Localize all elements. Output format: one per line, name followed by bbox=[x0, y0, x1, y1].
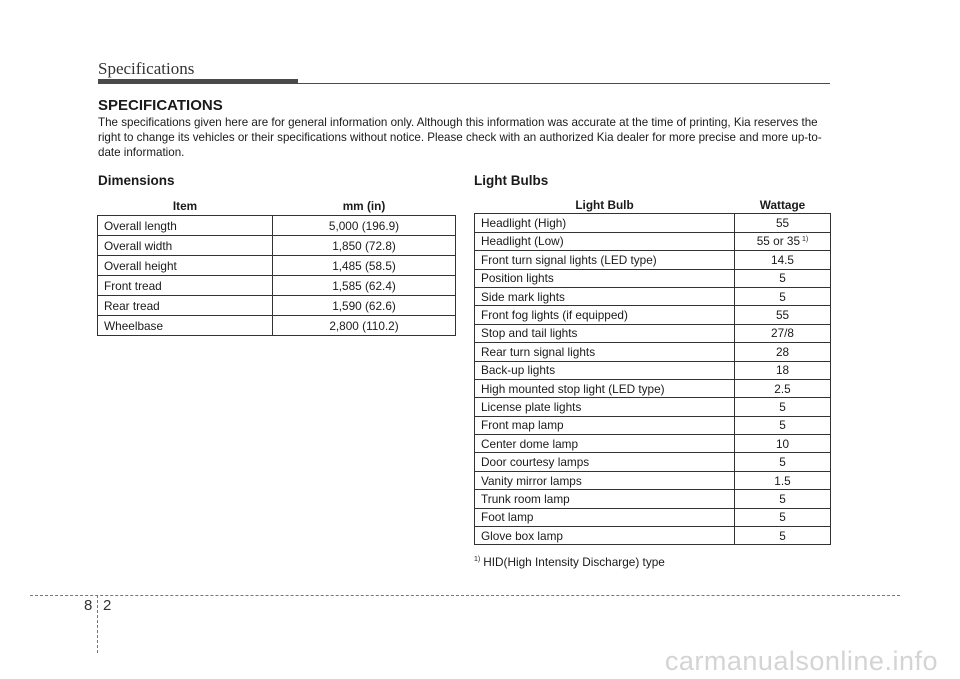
cell-value bbox=[735, 269, 831, 287]
cell-value-text: 5 bbox=[779, 418, 786, 433]
cell-value bbox=[735, 379, 831, 397]
cell-name: Headlight (Low) bbox=[475, 232, 735, 250]
cell-value-text: 1.5 bbox=[774, 473, 791, 488]
table-row bbox=[475, 287, 831, 305]
cell-value bbox=[735, 287, 831, 305]
cell-value-text: 28 bbox=[775, 344, 790, 359]
cell-value-text: 1,485 (58.5) bbox=[332, 258, 396, 273]
cell-name: Foot lamp bbox=[475, 508, 735, 526]
cell-value bbox=[273, 296, 456, 316]
header-rule bbox=[298, 83, 830, 84]
cell-value-text: 55 or 35 bbox=[756, 234, 801, 249]
cell-value-text: 5 bbox=[779, 289, 786, 304]
cell-name: Vanity mirror lamps bbox=[475, 471, 735, 489]
light-bulbs-header-row bbox=[475, 196, 831, 214]
cell-value-text: 27/8 bbox=[771, 326, 794, 341]
cell-name: Glove box lamp bbox=[475, 527, 735, 545]
cell-value-text: 55 bbox=[775, 308, 790, 323]
cell-value bbox=[273, 216, 456, 236]
cell-name: Overall width bbox=[98, 236, 273, 256]
column-header-wattage: Wattage bbox=[735, 196, 831, 214]
intro-paragraph: The specifications given here are for general information only. Although this information was accurate at the time of printing, Kia reserves the right to change its vehicles or their specifications without notice. Please check with an authorized Kia dealer for more precise and more up-to-date information. bbox=[98, 116, 822, 159]
cell-value bbox=[735, 398, 831, 416]
cell-value-text: 18 bbox=[775, 363, 790, 378]
cell-value-text: 5,000 (196.9) bbox=[328, 218, 400, 233]
table-row bbox=[475, 214, 831, 232]
table-row bbox=[475, 379, 831, 397]
table-row bbox=[475, 527, 831, 545]
cell-value-text: 1,585 (62.4) bbox=[332, 278, 396, 293]
table-row bbox=[475, 508, 831, 526]
cell-value-text: 5 bbox=[779, 510, 786, 525]
cell-value bbox=[273, 236, 456, 256]
cell-name: Trunk room lamp bbox=[475, 490, 735, 508]
cell-value bbox=[735, 435, 831, 453]
cell-name: Front tread bbox=[98, 276, 273, 296]
cell-name: Front map lamp bbox=[475, 416, 735, 434]
watermark: carmanualsonline.info bbox=[664, 646, 938, 676]
cell-name: Door courtesy lamps bbox=[475, 453, 735, 471]
footer-rule bbox=[30, 595, 900, 596]
cell-value-text: 5 bbox=[779, 491, 786, 506]
cell-name: Side mark lights bbox=[475, 287, 735, 305]
cell-name: Center dome lamp bbox=[475, 435, 735, 453]
cell-value-text: 5 bbox=[779, 271, 786, 286]
cell-name: License plate lights bbox=[475, 398, 735, 416]
cell-value bbox=[735, 214, 831, 232]
table-row bbox=[98, 296, 456, 316]
cell-value bbox=[735, 361, 831, 379]
table-row bbox=[475, 361, 831, 379]
cell-value bbox=[735, 232, 831, 250]
cell-name: Rear tread bbox=[98, 296, 273, 316]
cell-value-text: 14.5 bbox=[771, 252, 794, 267]
column-header-item: Item bbox=[98, 196, 273, 216]
table-row bbox=[475, 435, 831, 453]
cell-value bbox=[735, 306, 831, 324]
section-title: SPECIFICATIONS bbox=[98, 97, 223, 114]
table-row bbox=[475, 398, 831, 416]
light-bulbs-table bbox=[474, 196, 831, 545]
table-row bbox=[98, 316, 456, 336]
cell-value bbox=[735, 490, 831, 508]
cell-name: Position lights bbox=[475, 269, 735, 287]
table-row bbox=[475, 306, 831, 324]
cell-name: Front fog lights (if equipped) bbox=[475, 306, 735, 324]
cell-value-text: 2,800 (110.2) bbox=[329, 318, 399, 333]
table-row bbox=[98, 216, 456, 236]
cell-value bbox=[735, 416, 831, 434]
footnote-mark: 1) bbox=[474, 556, 481, 564]
cell-name: High mounted stop light (LED type) bbox=[475, 379, 735, 397]
table-row bbox=[475, 324, 831, 342]
cell-value bbox=[273, 256, 456, 276]
table-row bbox=[98, 236, 456, 256]
cell-value-text: 5 bbox=[779, 528, 786, 543]
light-bulbs-heading: Light Bulbs bbox=[474, 173, 549, 188]
table-row bbox=[98, 256, 456, 276]
cell-value bbox=[735, 471, 831, 489]
dimensions-header-row bbox=[98, 196, 456, 216]
cell-name: Overall length bbox=[98, 216, 273, 236]
table-row bbox=[475, 416, 831, 434]
cell-name: Overall height bbox=[98, 256, 273, 276]
column-header-light-bulb: Light Bulb bbox=[475, 196, 735, 214]
cell-value-text: 5 bbox=[779, 399, 786, 414]
table-row bbox=[475, 471, 831, 489]
footnote bbox=[474, 555, 665, 569]
column-header-mm: mm (in) bbox=[273, 196, 456, 216]
cell-value bbox=[735, 453, 831, 471]
cell-value-text: 10 bbox=[775, 436, 790, 451]
cell-name: Rear turn signal lights bbox=[475, 343, 735, 361]
cell-name: Wheelbase bbox=[98, 316, 273, 336]
page-number: 2 bbox=[103, 597, 112, 614]
cell-name: Front turn signal lights (LED type) bbox=[475, 251, 735, 269]
dimensions-heading: Dimensions bbox=[98, 173, 175, 188]
footnote-text: HID(High Intensity Discharge) type bbox=[483, 555, 665, 569]
cell-name: Headlight (High) bbox=[475, 214, 735, 232]
table-row bbox=[475, 453, 831, 471]
chapter-number: 8 bbox=[84, 597, 93, 614]
cell-value-text: 5 bbox=[779, 455, 786, 470]
dimensions-table bbox=[97, 196, 456, 336]
cell-value bbox=[735, 527, 831, 545]
cell-value-text: 1,850 (72.8) bbox=[332, 238, 396, 253]
table-row bbox=[98, 276, 456, 296]
cell-name: Stop and tail lights bbox=[475, 324, 735, 342]
cell-value bbox=[735, 251, 831, 269]
table-row bbox=[475, 343, 831, 361]
header-bar bbox=[98, 79, 298, 84]
cell-value bbox=[735, 324, 831, 342]
cell-value-text: 55 bbox=[775, 216, 790, 231]
cell-value-text: 2.5 bbox=[774, 381, 791, 396]
header-section-title: Specifications bbox=[98, 59, 195, 78]
footer-divider bbox=[97, 595, 98, 653]
cell-value bbox=[735, 508, 831, 526]
cell-value bbox=[273, 316, 456, 336]
cell-value bbox=[273, 276, 456, 296]
table-row bbox=[475, 251, 831, 269]
table-row bbox=[475, 490, 831, 508]
table-row bbox=[475, 232, 831, 250]
cell-name: Back-up lights bbox=[475, 361, 735, 379]
table-row bbox=[475, 269, 831, 287]
cell-value-text: 1,590 (62.6) bbox=[332, 298, 396, 313]
cell-value bbox=[735, 343, 831, 361]
footnote-ref: 1) bbox=[802, 235, 809, 243]
